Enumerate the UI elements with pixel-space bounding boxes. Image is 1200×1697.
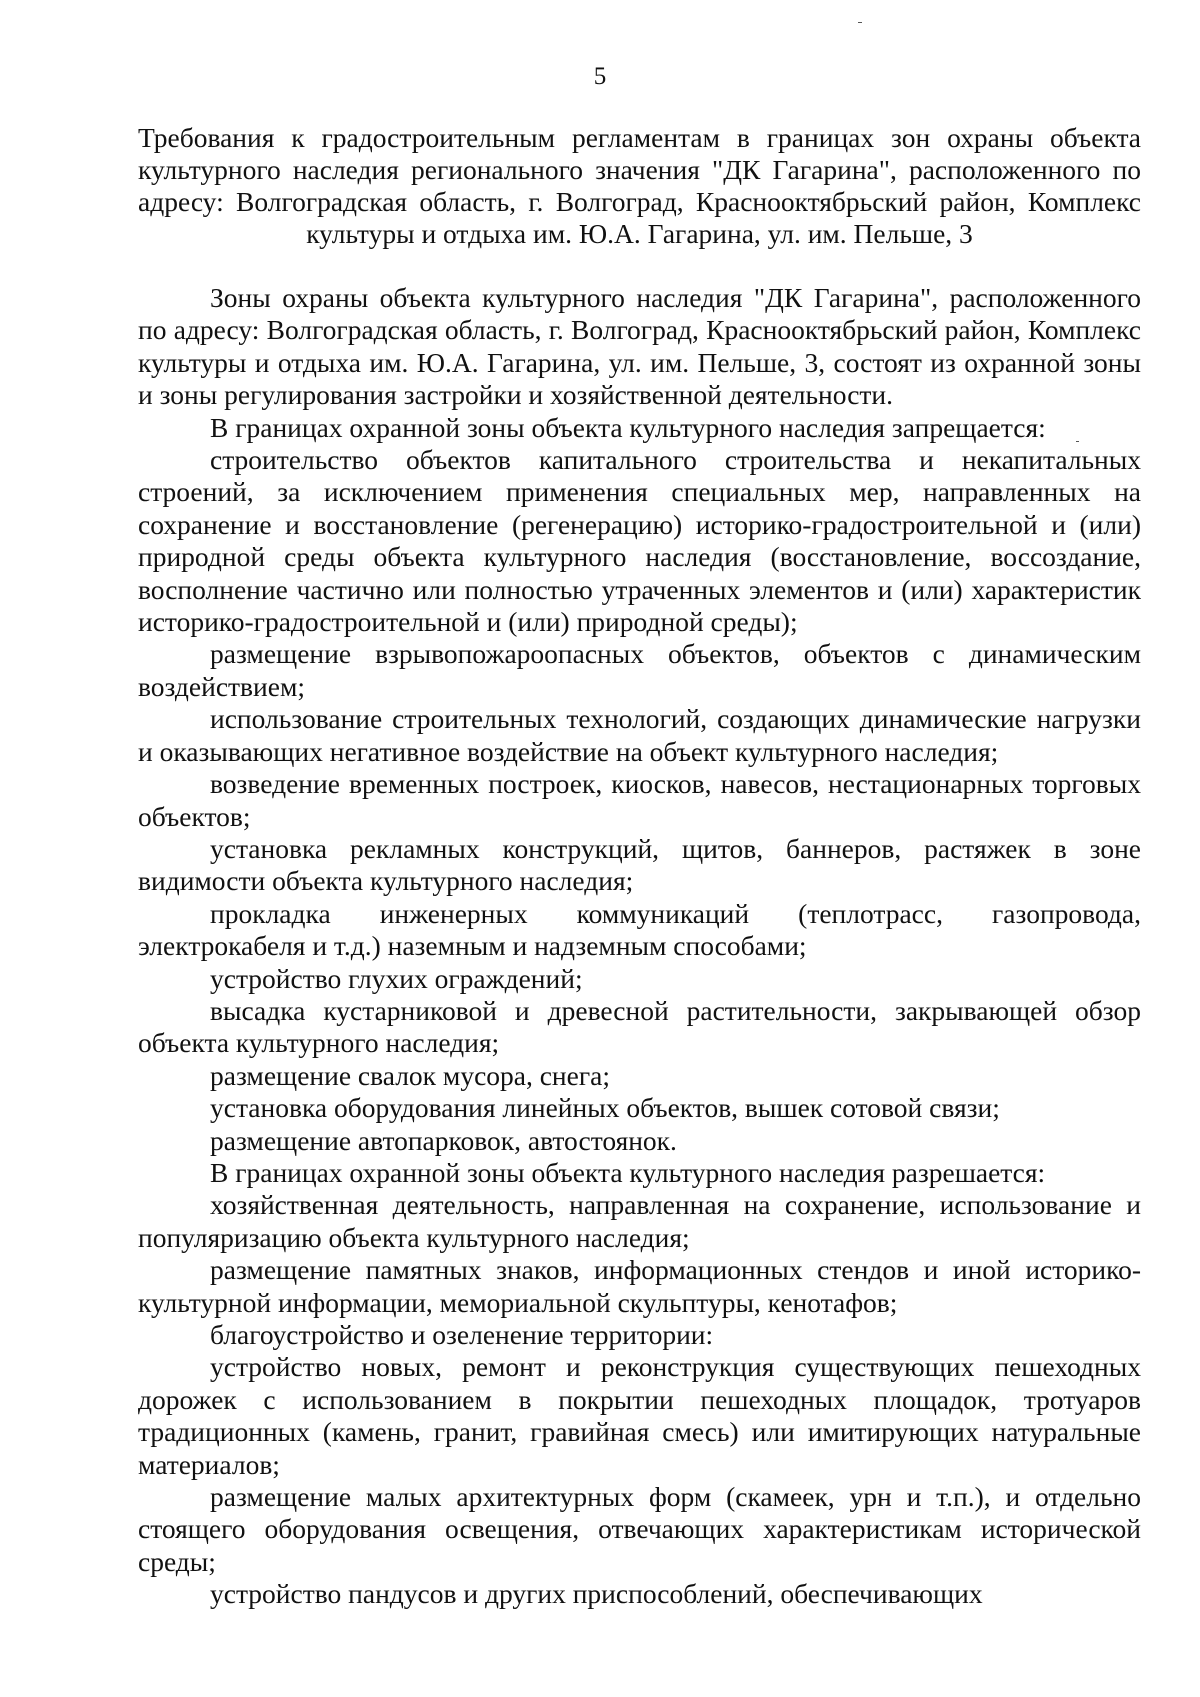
list-item: устройство новых, ремонт и реконструкция существующих пешеходных дорожек с использованием в покрытии пешеходных площадок, тротуаров традиционных (камень, гранит, гравийная смесь) или имитирующих натуральные материалов; (138, 1351, 1141, 1480)
paragraph: В границах охранной зоны объекта культурного наследия запрещается: (210, 411, 1046, 443)
list-item: размещение взрывопожароопасных объектов, объектов с динамическим воздействием; (138, 638, 1141, 702)
list-item: благоустройство и озеленение территории: (210, 1319, 714, 1350)
list-item: хозяйственная деятельность, направленная на сохранение, использование и популяризацию объекта культурного наследия; (138, 1189, 1141, 1253)
list-item: размещение малых архитектурных форм (скамеек, урн и т.п.), и отдельно стоящего оборудования освещения, отвечающих характеристикам исторической среды; (138, 1481, 1141, 1577)
list-item: прокладка инженерных коммуникаций (теплотрасс, газопровода, электрокабеля и т.д.) наземным и надземным способами; (138, 897, 1141, 962)
paragraph: В границах охранной зоны объекта культурного наследия разрешается: (210, 1156, 1046, 1188)
list-item: строительство объектов капитального строительства и некапитальных строений, за исключением применения специальных мер, направленных на сохранение и восстановление (регенерацию) историко-градостроительной и (или) природной среды объекта культурного наследия (восстановление, воссоздание, восполнение частично или полностью утраченных элементов и (или) характеристик историко-градостроительной и (или) природной среды); (138, 444, 1141, 638)
list-item: размещение памятных знаков, информационных стендов и иной историко-культурной информации, мемориальной скульптуры, кенотафов; (138, 1254, 1141, 1318)
list-item: установка рекламных конструкций, щитов, баннеров, растяжек в зоне видимости объекта культурного наследия; (138, 832, 1141, 897)
list-item: устройство глухих ограждений; (210, 962, 583, 994)
list-item: установка оборудования линейных объектов, вышек сотовой связи; (210, 1092, 1000, 1124)
list-item: высадка кустарниковой и древесной растительности, закрывающей обзор объекта культурного наследия; (138, 994, 1141, 1059)
paragraph: Зоны охраны объекта культурного наследия "ДК Гагарина", расположенного по адресу: Волгоградская область, г. Волгоград, Краснооктябрьский район, Комплекс культуры и отдыха им. Ю.А. Гагарина, ул. им. Пельше, 3, состоят из охранной зоны и зоны регулирования застройки и хозяйственной деятельности. (138, 282, 1141, 411)
document-heading: Требования к градостроительным регламентам в границах зон охраны объекта культурного наследия регионального значения "ДК Гагарина", расположенного по адресу: Волгоградская область, г. Волгоград, Краснооктябрьский район, Комплекс культуры и отдыха им. Ю.А. Гагарина, ул. им. Пельше, 3 (138, 122, 1141, 249)
document-body (138, 282, 1141, 1611)
list-item: возведение временных построек, киосков, навесов, нестационарных торговых объектов; (138, 768, 1141, 832)
list-item: устройство пандусов и других приспособлений, обеспечивающих (210, 1578, 983, 1610)
list-item: размещение автопарковок, автостоянок. (210, 1124, 677, 1156)
page-number: 5 (593, 63, 607, 90)
list-item: использование строительных технологий, создающих динамические нагрузки и оказывающих негативное воздействие на объект культурного наследия; (138, 703, 1141, 767)
scan-speck (858, 22, 862, 23)
list-item: размещение свалок мусора, снега; (210, 1059, 610, 1091)
